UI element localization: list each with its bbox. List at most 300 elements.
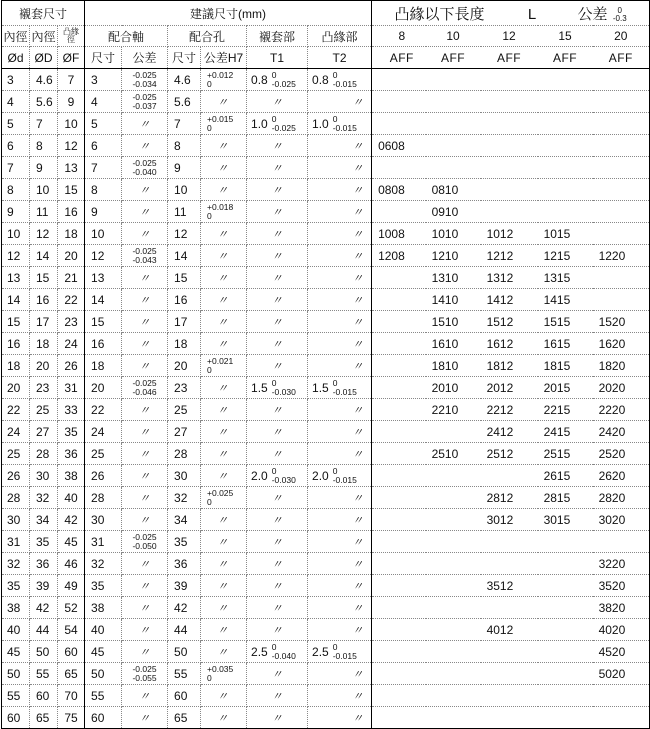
flange-dia: 20 [58,245,85,267]
ditto-mark: 〃 [352,294,364,307]
ditto-mark: 〃 [139,558,151,571]
shaft-tolerance: -0.025 -0.037 [122,91,168,113]
table-row [2,179,650,201]
ditto-mark: 〃 [217,558,229,571]
length-code-12: 3012 [481,509,538,531]
bushing-size-header: 襯套尺寸 [2,1,85,26]
flange-dia: 12 [58,135,85,157]
ditto-mark: 〃 [352,448,364,461]
flange-dia: 60 [58,641,85,663]
shaft-tolerance [122,619,168,641]
t2-thickness [308,443,372,465]
length-code-10 [426,707,481,729]
ditto-mark: 〃 [352,668,364,681]
length-code-12 [481,179,538,201]
ditto-mark: 〃 [139,602,151,615]
ditto-mark: 〃 [352,602,364,615]
hole-tolerance [201,223,247,245]
ditto-mark: 〃 [217,646,229,659]
length-code-15: 2015 [538,377,593,399]
ditto-mark: 〃 [217,514,229,527]
ditto-mark: 〃 [217,250,229,263]
length-code-12: 3512 [481,575,538,597]
hole-size: 4.6 [168,69,201,91]
hole-size: 10 [168,179,201,201]
shaft-tolerance [122,399,168,421]
shaft-size: 12 [85,245,122,267]
t1-thickness [247,267,308,289]
inner-dia: 35 [2,575,30,597]
hole-tolerance [201,465,247,487]
shaft-size: 60 [85,707,122,729]
ditto-mark: 〃 [217,602,229,615]
hole-tolerance: +0.018 0 [201,201,247,223]
shaft-tolerance-label: 公差 [122,47,168,69]
t1-thickness [247,443,308,465]
length-code-8 [372,91,426,113]
flange-dia: 7 [58,69,85,91]
inner-dia: 30 [2,509,30,531]
shaft-tolerance [122,443,168,465]
shaft-tolerance [122,179,168,201]
shaft-size: 3 [85,69,122,91]
length-code-8 [372,575,426,597]
length-code-12: 1512 [481,311,538,333]
length-code-8 [372,333,426,355]
length-code-12 [481,553,538,575]
length-symbol: L [527,5,537,23]
hole-size: 17 [168,311,201,333]
hole-tolerance [201,135,247,157]
series-col-20: AFF [593,47,650,69]
hole-size: 60 [168,685,201,707]
ditto-mark: 〃 [217,316,229,329]
length-code-12: 2512 [481,443,538,465]
outer-dia: 17 [30,311,58,333]
flange-dia-label: 凸緣 徑 [58,26,85,47]
inner-dia: 31 [2,531,30,553]
length-code-10 [426,553,481,575]
hole-tolerance [201,311,247,333]
shaft-tolerance: -0.025 -0.050 [122,531,168,553]
t2-thickness: 1.0 0 -0.015 [308,113,372,135]
shaft-size: 8 [85,179,122,201]
hole-size: 55 [168,663,201,685]
table-row [2,289,650,311]
t1-thickness [247,311,308,333]
length-code-20: 3520 [593,575,650,597]
outer-dia: 36 [30,553,58,575]
t1-thickness [247,707,308,729]
length-code-20 [593,201,650,223]
ditto-mark: 〃 [139,712,151,725]
ditto-mark: 〃 [271,712,283,725]
t1-thickness [247,179,308,201]
table-row [2,487,650,509]
length-code-8 [372,531,426,553]
flange-dia: 35 [58,421,85,443]
hole-tolerance-label: 公差H7 [201,47,247,69]
shaft-size: 4 [85,91,122,113]
symbol-d: Ød [2,47,30,69]
length-code-20 [593,531,650,553]
ditto-mark: 〃 [352,712,364,725]
table-row [2,113,650,135]
length-code-12 [481,201,538,223]
series-col-12: AFF [481,47,538,69]
length-code-10 [426,619,481,641]
inner-dia: 4 [2,91,30,113]
table-row [2,201,650,223]
length-code-10 [426,487,481,509]
t2-thickness [308,201,372,223]
t1-thickness [247,553,308,575]
ditto-mark: 〃 [271,536,283,549]
ditto-mark: 〃 [139,272,151,285]
length-code-10 [426,157,481,179]
length-code-10 [426,421,481,443]
hole-tolerance [201,641,247,663]
inner-dia: 25 [2,443,30,465]
shaft-size: 14 [85,289,122,311]
length-code-10: 0910 [426,201,481,223]
ditto-mark: 〃 [271,690,283,703]
length-code-10: 2010 [426,377,481,399]
table-row [2,267,650,289]
length-code-10 [426,641,481,663]
shaft-size: 6 [85,135,122,157]
outer-dia: 23 [30,377,58,399]
length-code-12: 1812 [481,355,538,377]
table-row [2,399,650,421]
length-code-12: 2412 [481,421,538,443]
ditto-mark: 〃 [217,690,229,703]
t1-thickness [247,597,308,619]
ditto-mark: 〃 [352,338,364,351]
shaft-tolerance [122,707,168,729]
length-code-12: 1012 [481,223,538,245]
outer-dia: 32 [30,487,58,509]
length-col-20: 20 [593,26,650,47]
shaft-tolerance [122,333,168,355]
shaft-size: 32 [85,553,122,575]
recommended-size-header: 建議尺寸(mm) [85,1,372,26]
t2-thickness [308,575,372,597]
t1-thickness [247,91,308,113]
t2-thickness: 2.5 0 -0.015 [308,641,372,663]
length-code-20: 1520 [593,311,650,333]
hole-tolerance: +0.035 0 [201,663,247,685]
length-code-15 [538,91,593,113]
hole-tolerance [201,597,247,619]
outer-dia: 16 [30,289,58,311]
length-code-10: 1610 [426,333,481,355]
length-code-20: 2820 [593,487,650,509]
length-code-12: 2212 [481,399,538,421]
ditto-mark: 〃 [271,228,283,241]
length-code-20: 1620 [593,333,650,355]
hole-tolerance [201,531,247,553]
t2-thickness [308,267,372,289]
hole-tolerance [201,707,247,729]
ditto-mark: 〃 [352,580,364,593]
t1-thickness: 2.5 0 -0.040 [247,641,308,663]
hole-size: 8 [168,135,201,157]
outer-dia: 7 [30,113,58,135]
hole-size: 16 [168,289,201,311]
symbol-D: ØD [30,47,58,69]
shaft-size: 40 [85,619,122,641]
length-code-15 [538,619,593,641]
inner-dia: 45 [2,641,30,663]
flange-dia: 9 [58,91,85,113]
hole-tolerance [201,399,247,421]
inner-dia: 15 [2,311,30,333]
hole-tolerance [201,421,247,443]
length-code-20 [593,135,650,157]
length-code-10: 1310 [426,267,481,289]
t1-thickness: 0.8 0 -0.025 [247,69,308,91]
table-row [2,355,650,377]
length-code-10 [426,531,481,553]
t2-thickness [308,333,372,355]
length-code-15 [538,575,593,597]
t2-thickness: 0.8 0 -0.015 [308,69,372,91]
hole-tolerance: +0.025 0 [201,487,247,509]
hole-tolerance [201,333,247,355]
length-code-12 [481,641,538,663]
length-code-12: 2812 [481,487,538,509]
ditto-mark: 〃 [139,492,151,505]
t2-thickness [308,531,372,553]
length-code-12: 1612 [481,333,538,355]
length-code-12: 1212 [481,245,538,267]
hole-tolerance [201,377,247,399]
mating-hole-header: 配合孔 [168,26,247,47]
ditto-mark: 〃 [139,118,151,131]
flange-dia: 13 [58,157,85,179]
flange-dia: 65 [58,663,85,685]
hole-tolerance [201,91,247,113]
shaft-size: 55 [85,685,122,707]
ditto-mark: 〃 [352,404,364,417]
inner-dia: 6 [2,135,30,157]
length-code-8: 0808 [372,179,426,201]
ditto-mark: 〃 [271,668,283,681]
table-row [2,135,650,157]
t1-thickness [247,223,308,245]
table-row [2,619,650,641]
length-code-8 [372,619,426,641]
flange-dia: 42 [58,509,85,531]
shaft-tolerance [122,465,168,487]
length-code-12 [481,597,538,619]
length-code-8 [372,443,426,465]
ditto-mark: 〃 [352,272,364,285]
t2-thickness [308,245,372,267]
length-code-10 [426,465,481,487]
hole-tolerance [201,553,247,575]
flange-dia: 54 [58,619,85,641]
length-code-15: 1215 [538,245,593,267]
length-code-15 [538,597,593,619]
length-code-15: 2515 [538,443,593,465]
length-code-12: 2012 [481,377,538,399]
hole-size: 35 [168,531,201,553]
hole-size: 7 [168,113,201,135]
length-col-10: 10 [426,26,481,47]
ditto-mark: 〃 [217,470,229,483]
shaft-size: 35 [85,575,122,597]
length-code-12 [481,91,538,113]
ditto-mark: 〃 [217,580,229,593]
t1-label: T1 [247,47,308,69]
length-code-12 [481,465,538,487]
table-row [2,707,650,729]
length-code-8 [372,377,426,399]
table-row [2,377,650,399]
hole-size: 5.6 [168,91,201,113]
ditto-mark: 〃 [352,536,364,549]
hole-size: 65 [168,707,201,729]
outer-dia: 11 [30,201,58,223]
t2-thickness [308,707,372,729]
outer-dia: 10 [30,179,58,201]
shaft-size: 26 [85,465,122,487]
length-code-20 [593,113,650,135]
flange-dia: 26 [58,355,85,377]
hole-tolerance [201,619,247,641]
outer-dia: 35 [30,531,58,553]
ditto-mark: 〃 [271,316,283,329]
ditto-mark: 〃 [139,690,151,703]
inner-dia: 60 [2,707,30,729]
inner-dia: 12 [2,245,30,267]
table-row [2,443,650,465]
hole-tolerance [201,157,247,179]
hole-tolerance: +0.021 0 [201,355,247,377]
t2-thickness [308,135,372,157]
shaft-size: 25 [85,443,122,465]
t2-thickness [308,553,372,575]
shaft-size: 10 [85,223,122,245]
length-code-8 [372,465,426,487]
length-code-8 [372,311,426,333]
length-code-20: 2420 [593,421,650,443]
hole-size: 36 [168,553,201,575]
ditto-mark: 〃 [271,162,283,175]
length-code-15 [538,201,593,223]
length-code-20 [593,179,650,201]
length-code-10: 2210 [426,399,481,421]
length-code-15 [538,663,593,685]
length-col-12: 12 [481,26,538,47]
ditto-mark: 〃 [139,448,151,461]
mating-shaft-header: 配合軸 [85,26,168,47]
length-code-20: 2620 [593,465,650,487]
length-code-20 [593,267,650,289]
length-code-8 [372,421,426,443]
flange-dia: 10 [58,113,85,135]
t2-thickness [308,597,372,619]
hole-tolerance [201,509,247,531]
outer-dia: 60 [30,685,58,707]
length-code-8 [372,663,426,685]
length-header [372,1,650,26]
inner-dia: 22 [2,399,30,421]
ditto-mark: 〃 [217,96,229,109]
shaft-size: 22 [85,399,122,421]
length-code-15: 2815 [538,487,593,509]
length-code-20: 3020 [593,509,650,531]
ditto-mark: 〃 [271,206,283,219]
t2-thickness [308,179,372,201]
bushing-part-header: 襯套部 [247,26,308,47]
ditto-mark: 〃 [271,426,283,439]
ditto-mark: 〃 [271,140,283,153]
ditto-mark: 〃 [352,250,364,263]
ditto-mark: 〃 [352,690,364,703]
ditto-mark: 〃 [271,492,283,505]
length-code-10: 2510 [426,443,481,465]
shaft-size: 31 [85,531,122,553]
length-tolerance: 0 -0.3 [612,6,627,24]
shaft-tolerance [122,509,168,531]
shaft-tolerance: -0.025 -0.043 [122,245,168,267]
hole-size: 28 [168,443,201,465]
inner-dia: 18 [2,355,30,377]
outer-dia: 42 [30,597,58,619]
t2-thickness [308,91,372,113]
ditto-mark: 〃 [139,360,151,373]
t2-thickness [308,399,372,421]
ditto-mark: 〃 [139,140,151,153]
outer-dia: 34 [30,509,58,531]
length-code-10 [426,69,481,91]
flange-dia: 24 [58,333,85,355]
t2-thickness [308,355,372,377]
length-col-8: 8 [372,26,426,47]
symbol-F: ØF [58,47,85,69]
t2-thickness: 2.0 0 -0.015 [308,465,372,487]
length-code-20: 2220 [593,399,650,421]
inner-dia: 32 [2,553,30,575]
shaft-size: 15 [85,311,122,333]
flange-dia: 36 [58,443,85,465]
length-code-10: 1410 [426,289,481,311]
ditto-mark: 〃 [217,426,229,439]
ditto-mark: 〃 [139,514,151,527]
length-code-15: 1615 [538,333,593,355]
shaft-tolerance [122,421,168,443]
length-code-20 [593,91,650,113]
table-row [2,69,650,91]
hole-size: 14 [168,245,201,267]
hole-size: 50 [168,641,201,663]
length-code-8 [372,597,426,619]
length-code-10 [426,509,481,531]
ditto-mark: 〃 [271,184,283,197]
hole-tolerance [201,245,247,267]
ditto-mark: 〃 [139,294,151,307]
ditto-mark: 〃 [217,228,229,241]
t1-thickness [247,663,308,685]
length-code-8 [372,113,426,135]
t1-thickness [247,509,308,531]
ditto-mark: 〃 [139,646,151,659]
inner-dia: 16 [2,333,30,355]
inner-dia: 8 [2,179,30,201]
